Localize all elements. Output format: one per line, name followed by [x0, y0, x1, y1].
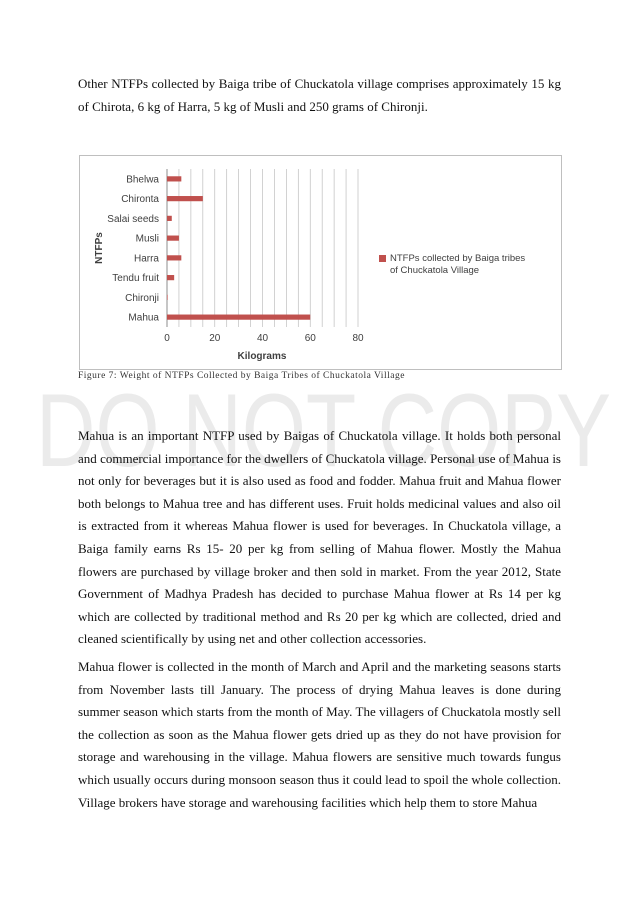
x-tick-label: 40 [256, 333, 269, 344]
figure-caption: Figure 7: Weight of NTFPs Collected by Baiga Tribes of Chuckatola Village [78, 371, 405, 381]
x-tick-label: 80 [352, 333, 364, 344]
svg-text:DO NOT COPY: DO NOT COPY [36, 382, 611, 472]
chart-category-labels [107, 174, 159, 323]
category-label: Chironta [121, 194, 159, 206]
bar-musli [167, 236, 179, 241]
y-axis-label: NTFPs [94, 232, 105, 264]
category-label: Mahua [128, 312, 159, 324]
bar-harra [167, 255, 181, 260]
bar-chironji [167, 295, 168, 300]
bar-mahua [167, 315, 310, 320]
bar-bhelwa [167, 176, 181, 181]
bar-chironta [167, 196, 203, 201]
bar-salai-seeds [167, 216, 172, 221]
legend-swatch [379, 255, 386, 262]
ntfp-chart [79, 155, 562, 370]
category-label: Harra [133, 253, 159, 265]
intro-paragraph: Other NTFPs collected by Baiga tribe of Chuckatola village comprises approximately 15 kg of Chirota, 6 kg of Harra, 5 kg of Musli and 250 grams of Chironji. [78, 76, 561, 114]
x-tick-label: 20 [209, 333, 221, 344]
category-label: Bhelwa [126, 174, 159, 186]
category-label: Musli [135, 233, 159, 245]
category-label: Salai seeds [107, 213, 159, 225]
mahua-paragraph-1: Mahua is an important NTFP used by Baigas of Chuckatola village. It holds both personal and commercial importance for the dwellers of Chuckatola village. Personal use of Mahua is not only for beverages but it is also used as food and fodder. Mahua fruit and Mahua flower both belongs to Mahua tree and has different uses. Fruit holds medicinal values and also oil is extracted from it whereas Mahua flower is used for beverages. In Chuckatola village, a Baiga family earns Rs 15- 20 per kg from selling of Mahua flower. Mostly the Mahua flowers are purchased by village broker and then sold in market. From the year 2012, State Government of Madhya Pradesh has decided to purchase Mahua flower at Rs 14 per kg which are collected by traditional method and Rs 20 per kg which are collected, dried and cleaned scientifically by using net and other collection accessories. [78, 428, 561, 647]
x-tick-label: 60 [304, 333, 316, 344]
x-tick-label: 0 [164, 333, 170, 344]
bar-tendu-fruit [167, 275, 174, 280]
category-label: Tendu fruit [112, 273, 159, 285]
chart-tick-labels [164, 333, 364, 344]
chart-gridlines [167, 169, 358, 327]
x-axis-label: Kilograms [237, 351, 287, 362]
category-label: Chironji [125, 292, 159, 304]
mahua-paragraph-2: Mahua flower is collected in the month of March and April and the marketing seasons starts from November lasts till January. The process of drying Mahua leaves is done during summer season which starts from the month of May. The villagers of Chuckatola mostly sell the collection as soon as the Mahua flower gets dried up as they do not have provision for storage and warehousing in the village. Mahua flowers are sensitive much towards fungus which usually occurs during monsoon season thus it could lead to spoil the whole collection. Village brokers have storage and warehousing facilities which help them to store Mahua [78, 659, 561, 810]
legend-label: NTFPs collected by Baiga tribes of Chuckatola Village [390, 253, 526, 276]
ntfp-chart-svg [80, 156, 563, 371]
